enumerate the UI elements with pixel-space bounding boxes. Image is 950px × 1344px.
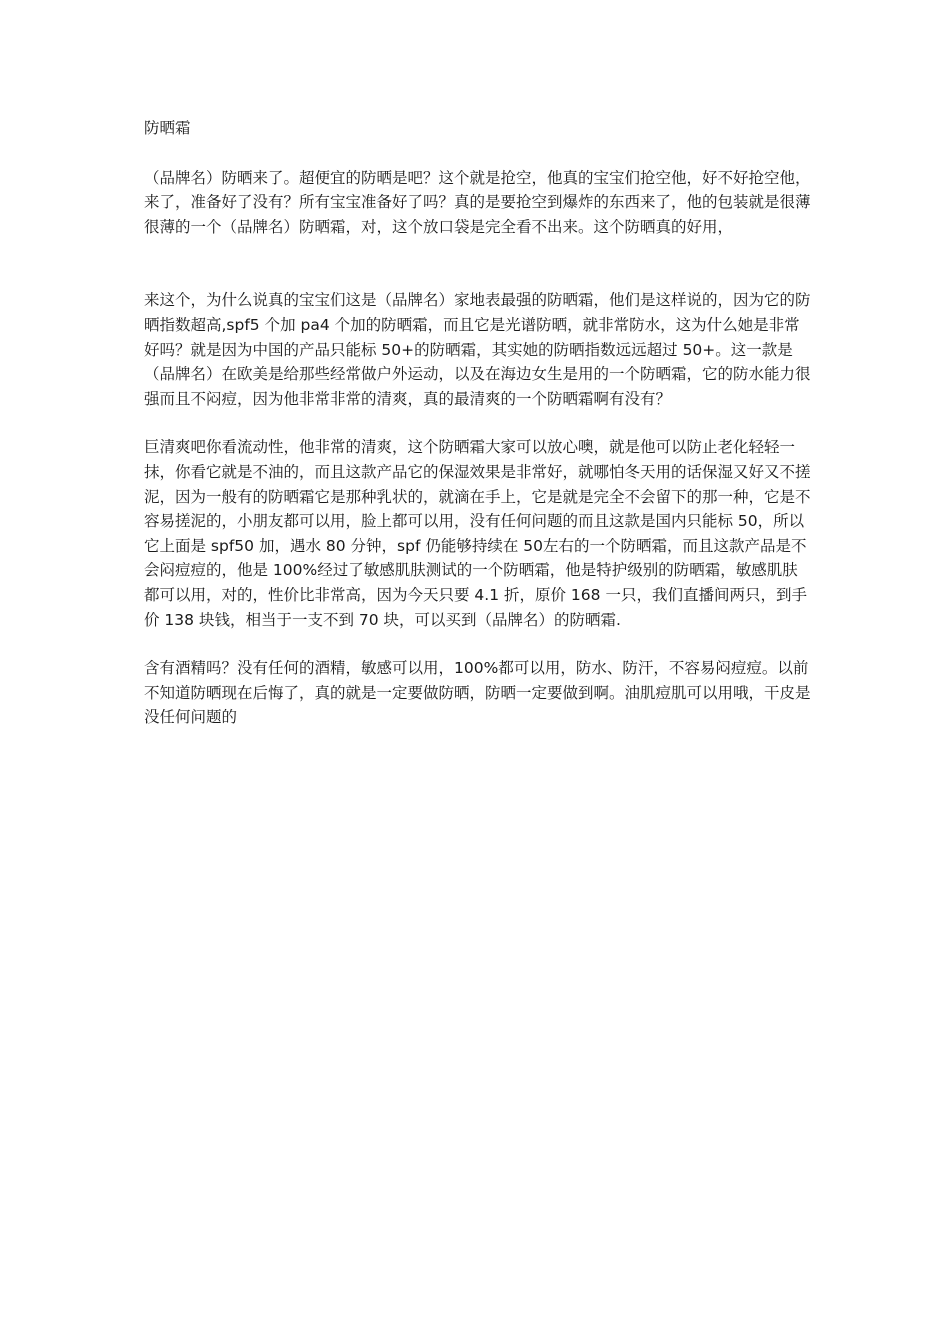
paragraph-1: （品牌名）防晒来了。超便宜的防晒是吧？这个就是抢空，他真的宝宝们抢空他，好不好抢空他，来了，准备好了没有？所有宝宝准备好了吗？真的是要抢空到爆炸的东西来了，他的包装就是很薄很薄的一个（品牌名）防晒霜，对，这个放口袋是完全看不出来。这个防晒真的好用， [144,168,811,236]
document-title: 防晒霜 [144,119,191,137]
paragraph-2: 来这个，为什么说真的宝宝们这是（品牌名）家地表最强的防晒霜，他们是这样说的，因为它的防晒指数超高,spf5 个加 pa4 个加的防晒霜，而且它是光谱防晒，就非常防水，这为什么她是非常好吗？就是因为中国的产品只能标 50+的防晒霜，其实她的防晒指数远远超过 50+。这一款是（品牌名）在欧美是给那些经常做户外运动，以及在海边女生是用的一个防晒霜，它的防水能力很强而且不闷痘，因为他非常非常的清爽，真的最清爽的一个防晒霜啊有没有？ [144,291,811,408]
document-body [144,116,812,730]
paragraph-4: 含有酒精吗？没有任何的酒精，敏感可以用，100%都可以用，防水、防汗，不容易闷痘痘。以前不知道防晒现在后悔了，真的就是一定要做防晒，防晒一定要做到啊。油肌痘肌可以用哦，干皮是没任何问题的 [144,659,811,727]
paragraph-3: 巨清爽吧你看流动性，他非常的清爽，这个防晒霜大家可以放心噢，就是他可以防止老化轻轻一抹，你看它就是不油的，而且这款产品它的保湿效果是非常好，就哪怕冬天用的话保湿又好又不搓泥，因为一般有的防晒霜它是那种乳状的，就滴在手上，它是就是完全不会留下的那一种，它是不容易搓泥的，小朋友都可以用，脸上都可以用，没有任何问题的而且这款是国内只能标 50，所以它上面是 spf50 加，遇水 80 分钟，spf 仍能够持续在 50左右的一个防晒霜，而且这款产品是不会闷痘痘的，他是 100%经过了敏感肌肤测试的一个防晒霜，他是特护级别的防晒霜，敏感肌肤都可以用，对的，性价比非常高，因为今天只要 4.1 折，原价 168 一只，我们直播间两只，到手价 138 块钱，相当于一支不到 70 块，可以买到（品牌名）的防晒霜. [144,438,811,629]
